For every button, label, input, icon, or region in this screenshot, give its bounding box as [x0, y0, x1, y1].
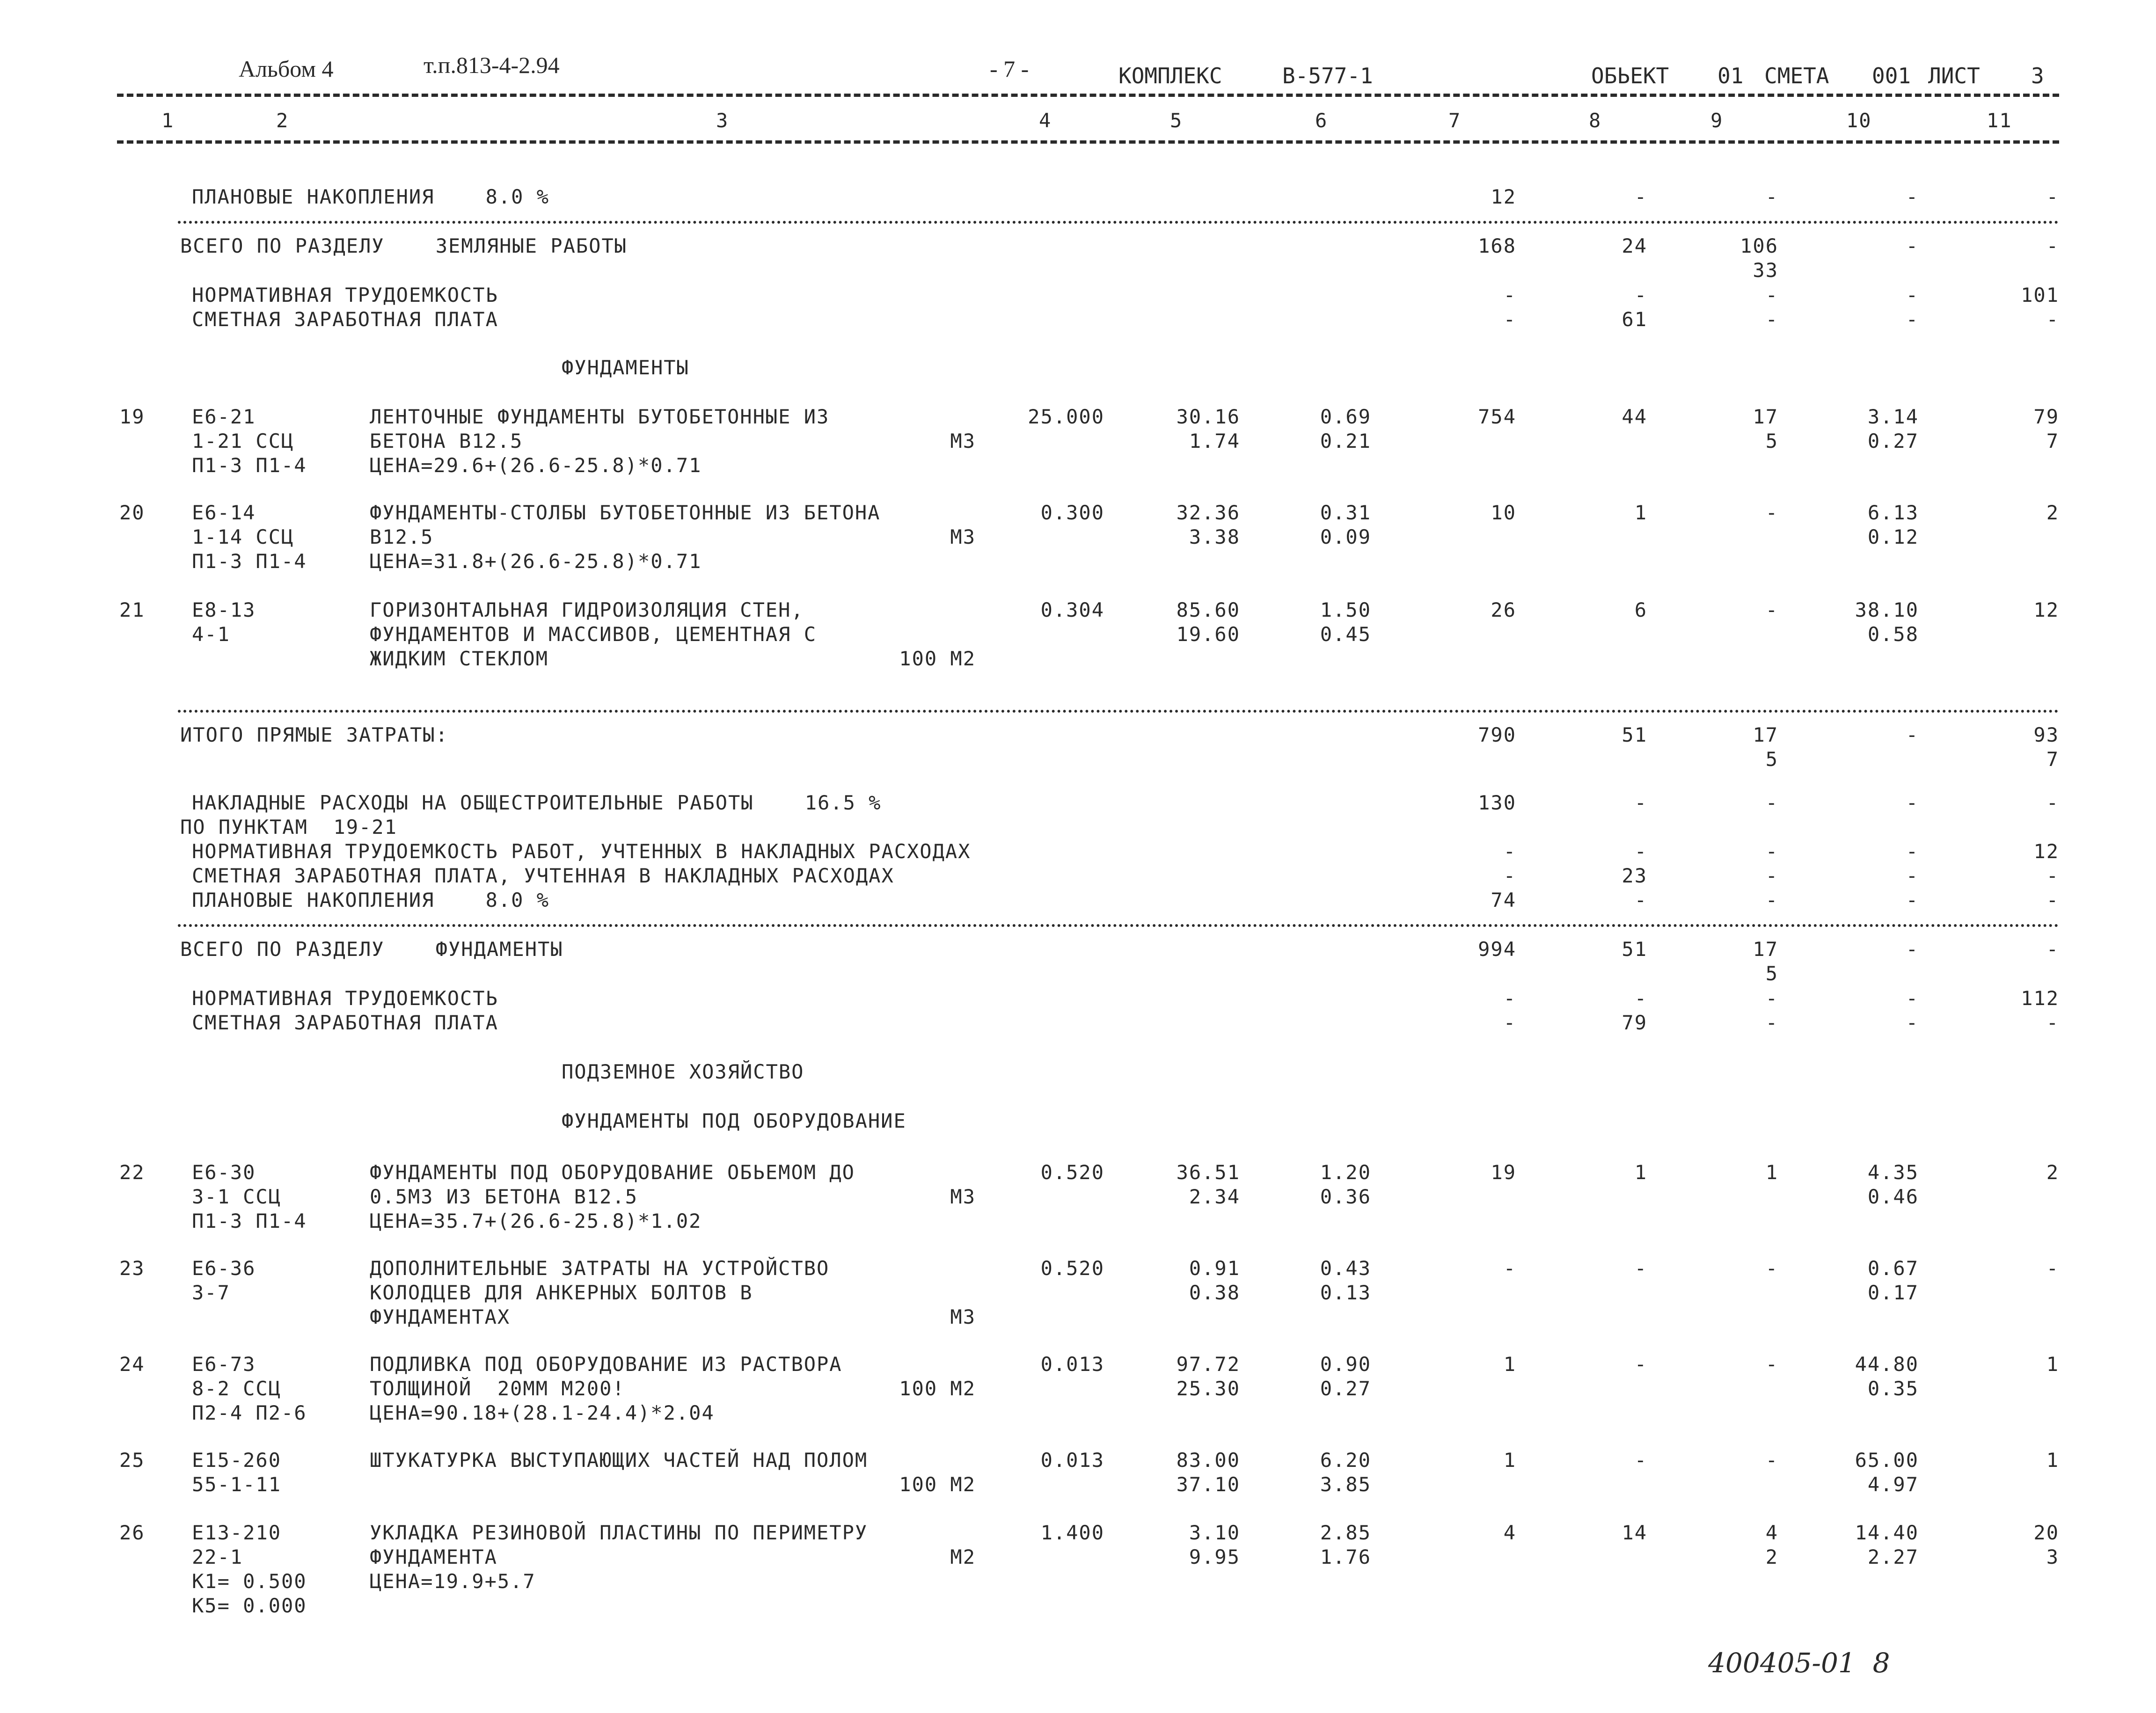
cell-c5: 0.91	[1189, 1257, 1240, 1280]
cell-c4: 25.000	[1028, 405, 1104, 428]
item-description: БЕТОНА В12.5	[370, 430, 523, 452]
item-description: ЦЕНА=29.6+(26.6-25.8)*0.71	[370, 454, 702, 477]
cell-c11: 1	[2046, 1449, 2059, 1472]
cell-c8: 6	[1634, 598, 1647, 621]
column-number-3: 3	[716, 109, 729, 132]
cell-c6: 1.76	[1320, 1545, 1371, 1568]
item-code: Е8-13	[192, 598, 256, 621]
cell-c6: 2.85	[1320, 1521, 1371, 1544]
summary-label: СМЕТНАЯ ЗАРАБОТНАЯ ПЛАТА, УЧТЕННАЯ В НАКЛАДНЫХ РАСХОДАХ	[192, 864, 894, 887]
section-total-label: ИТОГО ПРЯМЫЕ ЗАТРАТЫ:	[180, 723, 449, 746]
object-label: ОБЬЕКТ	[1591, 63, 1669, 88]
cell-c11: -	[2046, 1257, 2059, 1280]
cell-c10: 0.35	[1867, 1377, 1919, 1400]
column-number-8: 8	[1589, 109, 1602, 132]
item-number: 26	[119, 1521, 145, 1544]
cell-c10: -	[1906, 1011, 1919, 1034]
cell-c6: 0.90	[1320, 1353, 1371, 1376]
cell-c11: 1	[2046, 1353, 2059, 1376]
cell-c11: 12	[2033, 598, 2059, 621]
cell-c8: 14	[1622, 1521, 1647, 1544]
item-unit: М2	[950, 1545, 976, 1568]
item-description: ЦЕНА=19.9+5.7	[370, 1570, 536, 1593]
item-unit: М3	[950, 1305, 976, 1328]
cell-c5: 83.00	[1176, 1449, 1240, 1472]
item-description: ФУНДАМЕНТЫ ПОД ОБОРУДОВАНИЕ ОБЬЕМОМ ДО	[370, 1161, 855, 1184]
cell-c11: 7	[2046, 430, 2059, 452]
cell-c8: 44	[1622, 405, 1647, 428]
cell-c9: -	[1765, 987, 1778, 1010]
summary-label: НОРМАТИВНАЯ ТРУДОЕМКОСТЬ РАБОТ, УЧТЕННЫХ В НАКЛАДНЫХ РАСХОДАХ	[192, 840, 971, 863]
cell-c10: 14.40	[1855, 1521, 1919, 1544]
cell-c10: 0.46	[1867, 1185, 1919, 1208]
item-code: П1-3 П1-4	[192, 550, 307, 573]
cell-c10: -	[1906, 864, 1919, 887]
cell-c6: 6.20	[1320, 1449, 1371, 1472]
cell-c11: -	[2046, 308, 2059, 331]
summary-label: СМЕТНАЯ ЗАРАБОТНАЯ ПЛАТА	[192, 308, 498, 331]
section-total-label: ВСЕГО ПО РАЗДЕЛУ ФУНДАМЕНТЫ	[180, 938, 563, 961]
cell-c7: -	[1503, 864, 1516, 887]
cell-c7: 26	[1491, 598, 1516, 621]
summary-label: ПЛАНОВЫЕ НАКОПЛЕНИЯ 8.0 %	[192, 889, 550, 911]
cell-c8: -	[1634, 1353, 1647, 1376]
cell-c10: 38.10	[1855, 598, 1919, 621]
cell-c8: -	[1634, 840, 1647, 863]
sheet-label: ЛИСТ	[1928, 63, 1980, 88]
item-number: 19	[119, 405, 145, 428]
cell-c9: 17	[1753, 938, 1778, 961]
item-number: 25	[119, 1449, 145, 1472]
summary-label: НОРМАТИВНАЯ ТРУДОЕМКОСТЬ	[192, 987, 498, 1010]
cell-c8: 1	[1634, 1161, 1647, 1184]
item-number: 20	[119, 501, 145, 524]
cell-c10: 3.14	[1867, 405, 1919, 428]
dotted-separator	[178, 924, 2059, 927]
cell-c10: -	[1906, 234, 1919, 257]
item-description: ЛЕНТОЧНЫЕ ФУНДАМЕНТЫ БУТОБЕТОННЫЕ ИЗ	[370, 405, 830, 428]
summary-label: НАКЛАДНЫЕ РАСХОДЫ НА ОБЩЕСТРОИТЕЛЬНЫЕ РАБОТЫ 16.5 %	[192, 791, 882, 814]
smeta-number: 001	[1872, 63, 1911, 88]
cell-c11: 20	[2033, 1521, 2059, 1544]
cell-c7: 168	[1478, 234, 1516, 257]
page-number: - 7 -	[990, 56, 1029, 82]
cell-c9-sub: 33	[1753, 259, 1778, 282]
cell-c5: 1.74	[1189, 430, 1240, 452]
cell-c11-sub: 7	[2046, 748, 2059, 771]
item-description: ЦЕНА=90.18+(28.1-24.4)*2.04	[370, 1401, 715, 1424]
item-description: ГОРИЗОНТАЛЬНАЯ ГИДРОИЗОЛЯЦИЯ СТЕН,	[370, 598, 804, 621]
cell-c7: -	[1503, 987, 1516, 1010]
column-number-7: 7	[1448, 109, 1462, 132]
item-description: ФУНДАМЕНТА	[370, 1545, 497, 1568]
cell-c11: -	[2046, 1011, 2059, 1034]
cell-c11: 101	[2021, 284, 2059, 306]
cell-c10: -	[1906, 791, 1919, 814]
item-unit: 100 М2	[899, 1377, 976, 1400]
cell-c9: 2	[1765, 1545, 1778, 1568]
cell-c9: 106	[1740, 234, 1778, 257]
item-unit: М3	[950, 1185, 976, 1208]
album-label: Альбом 4	[239, 56, 334, 82]
section-total-label: ВСЕГО ПО РАЗДЕЛУ ЗЕМЛЯНЫЕ РАБОТЫ	[180, 234, 628, 257]
cell-c9: -	[1765, 889, 1778, 911]
cell-c9: -	[1765, 185, 1778, 208]
cell-c11: -	[2046, 938, 2059, 961]
item-code: Е6-36	[192, 1257, 256, 1280]
handwritten-note: 400405-01 8	[1708, 1647, 1890, 1679]
cell-c10: -	[1906, 889, 1919, 911]
section-title: ПОДЗЕМНОЕ ХОЗЯЙСТВО	[562, 1060, 804, 1083]
cell-c4: 0.013	[1040, 1353, 1104, 1376]
item-unit: 100 М2	[899, 647, 976, 670]
cell-c8: 51	[1622, 938, 1647, 961]
header-rule-bottom	[117, 140, 2059, 144]
cell-c10: -	[1906, 284, 1919, 306]
cell-c7: 74	[1491, 889, 1516, 911]
cell-c8: 51	[1622, 723, 1647, 746]
cell-c9: -	[1765, 1257, 1778, 1280]
cell-c7: -	[1503, 840, 1516, 863]
cell-c10: 0.58	[1867, 623, 1919, 646]
cell-c6: 0.36	[1320, 1185, 1371, 1208]
cell-c11: 2	[2046, 1161, 2059, 1184]
cell-c9: 1	[1765, 1161, 1778, 1184]
cell-c4: 0.013	[1040, 1449, 1104, 1472]
header-rule-top	[117, 94, 2059, 97]
column-number-1: 1	[161, 109, 175, 132]
summary-label: НОРМАТИВНАЯ ТРУДОЕМКОСТЬ	[192, 284, 498, 306]
cell-c8: -	[1634, 889, 1647, 911]
cell-c7: 790	[1478, 723, 1516, 746]
cell-c9: -	[1765, 791, 1778, 814]
cell-c6: 3.85	[1320, 1473, 1371, 1496]
cell-c10: -	[1906, 185, 1919, 208]
cell-c9: -	[1765, 864, 1778, 887]
cell-c9: -	[1765, 308, 1778, 331]
item-description: ФУНДАМЕНТЫ-СТОЛБЫ БУТОБЕТОННЫЕ ИЗ БЕТОНА	[370, 501, 881, 524]
column-number-9: 9	[1710, 109, 1724, 132]
cell-c10: -	[1906, 723, 1919, 746]
cell-c7: 130	[1478, 791, 1516, 814]
cell-c11: 79	[2033, 405, 2059, 428]
item-description: УКЛАДКА РЕЗИНОВОЙ ПЛАСТИНЫ ПО ПЕРИМЕТРУ	[370, 1521, 868, 1544]
item-unit: 100 М2	[899, 1473, 976, 1496]
cell-c6: 0.21	[1320, 430, 1371, 452]
cell-c6: 1.50	[1320, 598, 1371, 621]
cell-c10: 65.00	[1855, 1449, 1919, 1472]
cell-c5: 25.30	[1176, 1377, 1240, 1400]
cell-c10: 4.97	[1867, 1473, 1919, 1496]
cell-c6: 0.27	[1320, 1377, 1371, 1400]
cell-c5: 30.16	[1176, 405, 1240, 428]
cell-c7: 1	[1503, 1353, 1516, 1376]
cell-c9-sub: 5	[1765, 962, 1778, 985]
item-number: 21	[119, 598, 145, 621]
cell-c7: -	[1503, 1257, 1516, 1280]
item-code: 4-1	[192, 623, 230, 646]
cell-c8: -	[1634, 1257, 1647, 1280]
item-code: Е6-21	[192, 405, 256, 428]
cell-c10: -	[1906, 308, 1919, 331]
item-code: 1-21 ССЦ	[192, 430, 294, 452]
cell-c10: 0.17	[1867, 1281, 1919, 1304]
cell-c8: 23	[1622, 864, 1647, 887]
cell-c8: 61	[1622, 308, 1647, 331]
cell-c4: 0.520	[1040, 1161, 1104, 1184]
cell-c5: 36.51	[1176, 1161, 1240, 1184]
cell-c6: 0.43	[1320, 1257, 1371, 1280]
cell-c4: 0.300	[1040, 501, 1104, 524]
cell-c7: 19	[1491, 1161, 1516, 1184]
item-number: 22	[119, 1161, 145, 1184]
cell-c8: 79	[1622, 1011, 1647, 1034]
column-number-11: 11	[1987, 109, 2012, 132]
cell-c5: 85.60	[1176, 598, 1240, 621]
item-description: ПОДЛИВКА ПОД ОБОРУДОВАНИЕ ИЗ РАСТВОРА	[370, 1353, 842, 1376]
cell-c8: 24	[1622, 234, 1647, 257]
cell-c9: -	[1765, 284, 1778, 306]
cell-c4: 1.400	[1040, 1521, 1104, 1544]
cell-c8: -	[1634, 185, 1647, 208]
column-number-10: 10	[1846, 109, 1872, 132]
cell-c11: -	[2046, 234, 2059, 257]
item-description: ТОЛЩИНОЙ 20ММ М200!	[370, 1377, 625, 1400]
cell-c8: -	[1634, 284, 1647, 306]
item-code: 22-1	[192, 1545, 243, 1568]
cell-c7: -	[1503, 1011, 1516, 1034]
column-number-4: 4	[1039, 109, 1052, 132]
section-title: ФУНДАМЕНТЫ	[562, 356, 689, 379]
item-description: ЦЕНА=35.7+(26.6-25.8)*1.02	[370, 1210, 702, 1232]
item-code: Е15-260	[192, 1449, 282, 1472]
summary-label: ПО ПУНКТАМ 19-21	[180, 816, 397, 838]
cell-c6: 0.69	[1320, 405, 1371, 428]
item-description: 0.5М3 ИЗ БЕТОНА В12.5	[370, 1185, 638, 1208]
cell-c6: 0.45	[1320, 623, 1371, 646]
item-number: 24	[119, 1353, 145, 1376]
dotted-separator	[178, 710, 2059, 713]
cell-c7: 12	[1491, 185, 1516, 208]
item-description: ШТУКАТУРКА ВЫСТУПАЮЩИХ ЧАСТЕЙ НАД ПОЛОМ	[370, 1449, 868, 1472]
cell-c9: -	[1765, 1449, 1778, 1472]
column-number-5: 5	[1170, 109, 1183, 132]
cell-c5: 2.34	[1189, 1185, 1240, 1208]
sheet-number: 3	[2031, 63, 2044, 88]
item-unit: М3	[950, 430, 976, 452]
column-number-2: 2	[276, 109, 289, 132]
cell-c11: 3	[2046, 1545, 2059, 1568]
cell-c7: -	[1503, 284, 1516, 306]
cell-c11: 12	[2033, 840, 2059, 863]
cell-c9: -	[1765, 1353, 1778, 1376]
cell-c8: -	[1634, 987, 1647, 1010]
item-code: Е6-73	[192, 1353, 256, 1376]
cell-c10: 4.35	[1867, 1161, 1919, 1184]
cell-c9: -	[1765, 1011, 1778, 1034]
smeta-label: СМЕТА	[1764, 63, 1829, 88]
item-code: 3-1 ССЦ	[192, 1185, 282, 1208]
cell-c11: 93	[2033, 723, 2059, 746]
item-code: П1-3 П1-4	[192, 1210, 307, 1232]
cell-c9: -	[1765, 501, 1778, 524]
cell-c5: 37.10	[1176, 1473, 1240, 1496]
cell-c11: -	[2046, 185, 2059, 208]
cell-c7: 754	[1478, 405, 1516, 428]
cell-c10: -	[1906, 938, 1919, 961]
item-description: ЖИДКИМ СТЕКЛОМ	[370, 647, 549, 670]
cell-c10: -	[1906, 840, 1919, 863]
cell-c5: 32.36	[1176, 501, 1240, 524]
summary-label: ПЛАНОВЫЕ НАКОПЛЕНИЯ 8.0 %	[192, 185, 550, 208]
cell-c10: 44.80	[1855, 1353, 1919, 1376]
cell-c9: 4	[1765, 1521, 1778, 1544]
cell-c7: 994	[1478, 938, 1516, 961]
cell-c7: -	[1503, 308, 1516, 331]
cell-c5: 3.38	[1189, 525, 1240, 548]
cell-c11: 112	[2021, 987, 2059, 1010]
item-code: П2-4 П2-6	[192, 1401, 307, 1424]
cell-c4: 0.520	[1040, 1257, 1104, 1280]
cell-c10: 2.27	[1867, 1545, 1919, 1568]
complex-code: В-577-1	[1282, 63, 1373, 88]
object-number: 01	[1717, 63, 1744, 88]
cell-c9: -	[1765, 598, 1778, 621]
cell-c9-sub: 5	[1765, 748, 1778, 771]
item-code: 8-2 ССЦ	[192, 1377, 282, 1400]
cell-c8: -	[1634, 791, 1647, 814]
cell-c5: 0.38	[1189, 1281, 1240, 1304]
cell-c6: 1.20	[1320, 1161, 1371, 1184]
item-description: ДОПОЛНИТЕЛЬНЫЕ ЗАТРАТЫ НА УСТРОЙСТВО	[370, 1257, 830, 1280]
cell-c10: -	[1906, 987, 1919, 1010]
column-number-6: 6	[1315, 109, 1328, 132]
dotted-separator	[178, 221, 2059, 224]
item-code: 1-14 ССЦ	[192, 525, 294, 548]
cell-c5: 3.10	[1189, 1521, 1240, 1544]
cell-c11: -	[2046, 791, 2059, 814]
cell-c7: 4	[1503, 1521, 1516, 1544]
cell-c11: 2	[2046, 501, 2059, 524]
item-unit: М3	[950, 525, 976, 548]
item-description: ФУНДАМЕНТОВ И МАССИВОВ, ЦЕМЕНТНАЯ С	[370, 623, 817, 646]
item-description: ЦЕНА=31.8+(26.6-25.8)*0.71	[370, 550, 702, 573]
item-code: Е6-30	[192, 1161, 256, 1184]
cell-c8: 1	[1634, 501, 1647, 524]
cell-c11: -	[2046, 889, 2059, 911]
item-description: КОЛОДЦЕВ ДЛЯ АНКЕРНЫХ БОЛТОВ В	[370, 1281, 753, 1304]
project-number: т.п.813-4-2.94	[424, 52, 560, 78]
item-code: 55-1-11	[192, 1473, 282, 1496]
cell-c9: -	[1765, 840, 1778, 863]
item-number: 23	[119, 1257, 145, 1280]
section-title: ФУНДАМЕНТЫ ПОД ОБОРУДОВАНИЕ	[562, 1109, 906, 1132]
cell-c10: 6.13	[1867, 501, 1919, 524]
item-description: ФУНДАМЕНТАХ	[370, 1305, 511, 1328]
cell-c10: 0.12	[1867, 525, 1919, 548]
item-code: К5= 0.000	[192, 1594, 307, 1617]
cell-c8: -	[1634, 1449, 1647, 1472]
cell-c10: 0.27	[1867, 430, 1919, 452]
cell-c6: 0.31	[1320, 501, 1371, 524]
cell-c4: 0.304	[1040, 598, 1104, 621]
summary-label: СМЕТНАЯ ЗАРАБОТНАЯ ПЛАТА	[192, 1011, 498, 1034]
item-description: В12.5	[370, 525, 434, 548]
cell-c9: 5	[1765, 430, 1778, 452]
cell-c6: 0.13	[1320, 1281, 1371, 1304]
item-code: Е13-210	[192, 1521, 282, 1544]
cell-c11: -	[2046, 864, 2059, 887]
cell-c10: 0.67	[1867, 1257, 1919, 1280]
cell-c5: 9.95	[1189, 1545, 1240, 1568]
cell-c5: 19.60	[1176, 623, 1240, 646]
item-code: П1-3 П1-4	[192, 454, 307, 477]
cell-c6: 0.09	[1320, 525, 1371, 548]
cell-c7: 1	[1503, 1449, 1516, 1472]
item-code: Е6-14	[192, 501, 256, 524]
item-code: К1= 0.500	[192, 1570, 307, 1593]
cell-c9: 17	[1753, 405, 1778, 428]
cell-c5: 97.72	[1176, 1353, 1240, 1376]
item-code: 3-7	[192, 1281, 230, 1304]
cell-c9: 17	[1753, 723, 1778, 746]
complex-label: КОМПЛЕКС	[1118, 63, 1222, 88]
cell-c7: 10	[1491, 501, 1516, 524]
